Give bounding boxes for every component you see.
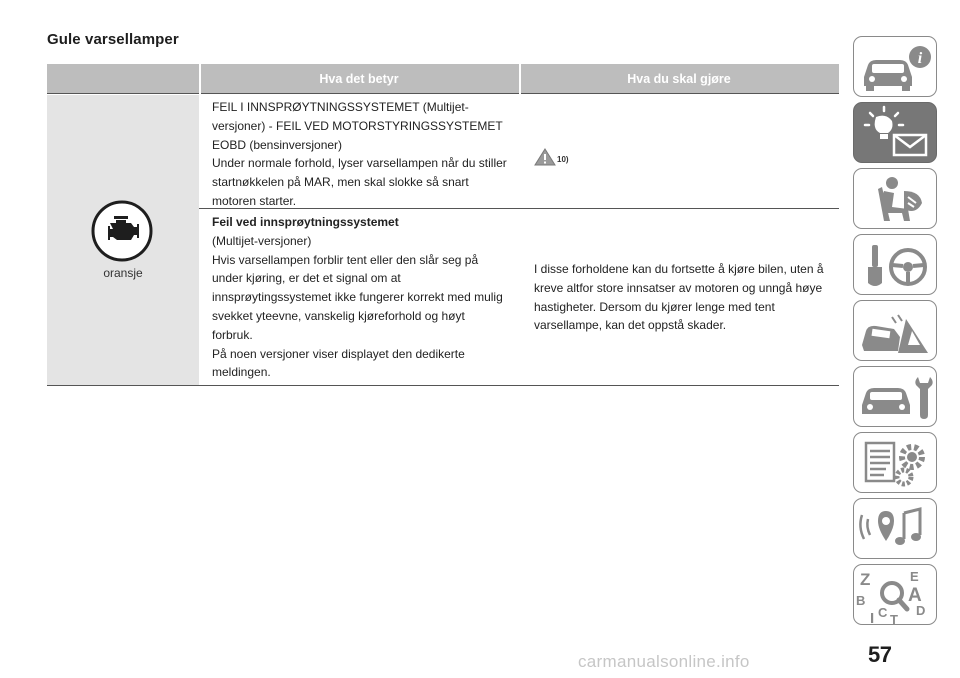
index-letter: Z bbox=[860, 570, 871, 589]
action-line: hastigheter. Dersom du kjører lenge med tent bbox=[534, 299, 775, 314]
index-letter: T bbox=[890, 612, 898, 626]
meaning-line: under kjøring, er det et signal om at bbox=[212, 271, 401, 286]
meaning-line: startnøkkelen på MAR, men skal slokke så snart bbox=[212, 175, 469, 190]
meaning-text bbox=[212, 98, 520, 211]
svg-text:i: i bbox=[917, 50, 923, 67]
meaning-text bbox=[212, 213, 520, 382]
car-info-icon bbox=[854, 37, 938, 98]
page-number: 57 bbox=[868, 642, 892, 667]
meaning-line: svekket yteevne, vanskelig kjøreforhold og høyt bbox=[212, 308, 465, 323]
meaning-line: meldingen. bbox=[212, 365, 271, 380]
index-letter: I bbox=[870, 610, 875, 626]
multimedia-icon bbox=[854, 499, 938, 560]
meaning-line: Hvis varsellampen forblir tent eller den slår seg på bbox=[212, 252, 479, 267]
meaning-line: versjoner) - FEIL VED MOTORSTYRINGSSYSTEMET bbox=[212, 118, 503, 133]
tab-starting-driving[interactable] bbox=[853, 234, 937, 295]
tab-emergency[interactable] bbox=[853, 300, 937, 361]
tab-multimedia[interactable] bbox=[853, 498, 937, 559]
lamp-color-label: oransje bbox=[103, 266, 143, 280]
index-letter: D bbox=[916, 603, 926, 618]
action-line: kreve altfor store innsatser av motoren og unngå høye bbox=[534, 280, 823, 295]
table-row bbox=[199, 95, 839, 209]
tab-car-info[interactable] bbox=[853, 36, 937, 97]
table-header bbox=[47, 64, 839, 94]
meaning-line: Under normale forhold, lyser varsellampen når du stiller bbox=[212, 156, 507, 171]
warning-lights-icon bbox=[854, 103, 938, 164]
section-title: Gule varsellamper bbox=[47, 31, 179, 48]
lamp-cell bbox=[47, 95, 199, 386]
index-letter: B bbox=[856, 593, 866, 608]
meaning-line: innsprøytingssystemet ikke fungerer korrekt med mulig bbox=[212, 290, 503, 305]
car-wrench-icon bbox=[854, 367, 938, 428]
index-search-icon bbox=[854, 565, 938, 626]
engine-check-icon bbox=[90, 199, 154, 263]
specifications-gear-icon bbox=[854, 433, 938, 494]
table-row bbox=[199, 209, 839, 386]
action-text bbox=[534, 260, 839, 335]
meaning-line: (Multijet-versjoner) bbox=[212, 233, 312, 248]
meaning-title: Feil ved innsprøytningssystemet bbox=[212, 215, 399, 229]
header-meaning: Hva det betyr bbox=[319, 72, 399, 86]
tab-index[interactable] bbox=[853, 564, 937, 625]
header-action: Hva du skal gjøre bbox=[627, 72, 731, 86]
car-crash-icon bbox=[854, 301, 938, 362]
tab-safety[interactable] bbox=[853, 168, 937, 229]
meaning-line: motoren starter. bbox=[212, 193, 297, 208]
tab-maintenance[interactable] bbox=[853, 366, 937, 427]
tab-technical-data[interactable] bbox=[853, 432, 937, 493]
index-letter: A bbox=[908, 585, 922, 606]
watermark: carmanualsonline.info bbox=[578, 652, 750, 671]
action-line: I disse forholdene kan du fortsette å kjøre bilen, uten å bbox=[534, 262, 824, 276]
action-line: varsellampe, kan det oppstå skader. bbox=[534, 318, 727, 333]
meaning-line: FEIL I INNSPRØYTNINGSSYSTEMET (Multijet- bbox=[212, 100, 469, 114]
index-letter: E bbox=[910, 569, 919, 584]
meaning-line: forbruk. bbox=[212, 327, 253, 342]
seat-airbag-icon bbox=[854, 169, 938, 230]
meaning-line: EOBD (bensinversjoner) bbox=[212, 137, 343, 152]
index-letter: C bbox=[878, 605, 888, 620]
key-steering-wheel-icon bbox=[854, 235, 938, 296]
meaning-line: På noen versjoner viser displayet den dedikerte bbox=[212, 346, 465, 361]
tab-warning-lights[interactable] bbox=[853, 102, 937, 163]
warning-reference: 10) bbox=[557, 155, 569, 164]
warning-triangle-icon bbox=[534, 148, 556, 171]
